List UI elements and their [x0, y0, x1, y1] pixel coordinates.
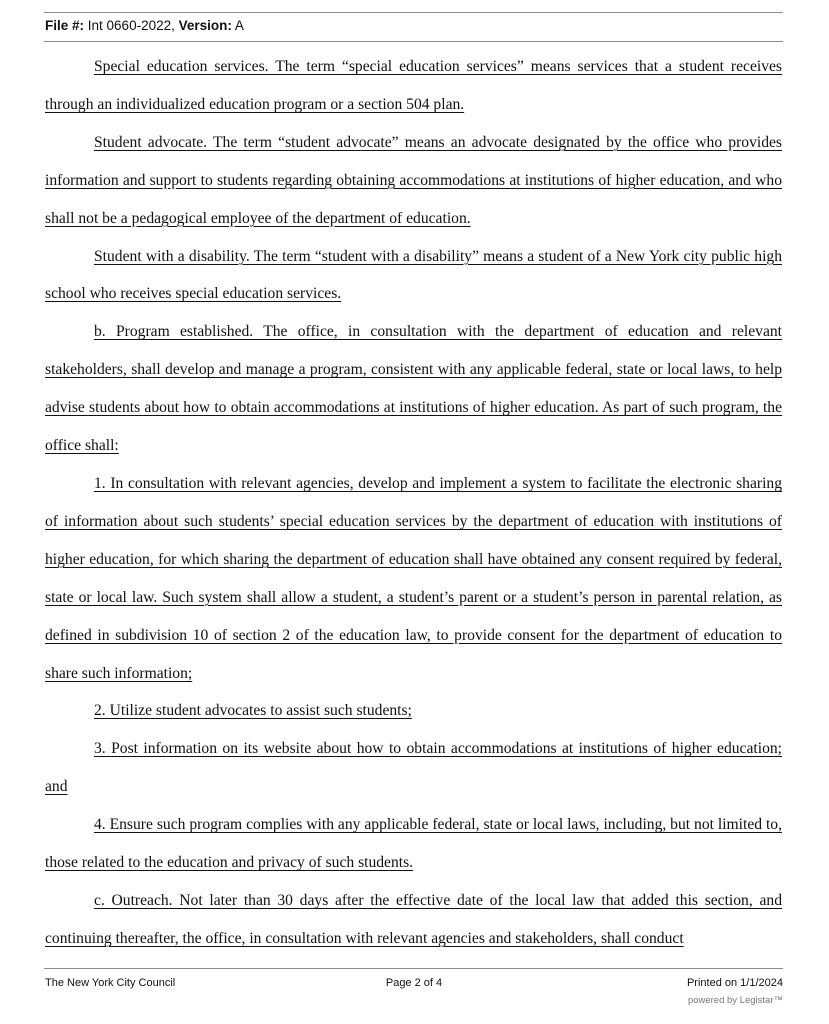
- footer-printed-date: Printed on 1/1/2024: [686, 977, 783, 989]
- paragraph-item-4: 4. Ensure such program complies with any applicable federal, state or local laws, including, but not limited to, those related to the education and privacy of such students.: [45, 816, 782, 872]
- paragraph-program-established: b. Program established. The office, in consultation with the department of education and relevant stakeholders, shall develop and manage a program, consistent with any applicable federal, state or local laws, to help advise students about how to obtain accommodations at institutions of higher education. As part of such program, the office shall:: [45, 323, 782, 455]
- paragraph-item-1: 1. In consultation with relevant agencies, develop and implement a system to facilitate the electronic sharing of information about such students’ special education services by the department of education with institutions of higher education, for which sharing the department of education shall have obtained any consent required by federal, state or local law. Such system shall allow a student, a student’s parent or a student’s person in parental relation, as defined in subdivision 10 of section 2 of the education law, to provide consent for the department of education to share such information;: [45, 474, 782, 682]
- document-header: [45, 18, 783, 33]
- powered-by-legistar: powered by Legistar™: [687, 995, 783, 1006]
- document-body: [45, 48, 782, 958]
- paragraph-item-2: 2. Utilize student advocates to assist such students;: [94, 702, 412, 720]
- paragraph-special-education-services: Special education services. The term “special education services” means services that a student receives through an individualized education program or a section 504 plan.: [45, 58, 782, 113]
- header-top-rule: [44, 12, 783, 13]
- footer-council-name: The New York City Council: [45, 977, 176, 989]
- footer-rule: [44, 968, 783, 969]
- paragraph-student-advocate: Student advocate. The term “student advocate” means an advocate designated by the office who provides information and support to students regarding obtaining accommodations at institutions of higher education, and who shall not be a pedagogical employee of the department of education.: [45, 133, 782, 227]
- file-number-label: File #:: [45, 18, 85, 33]
- footer-page-number: Page 2 of 4: [385, 977, 443, 989]
- version-label: Version:: [178, 18, 232, 33]
- file-number-value: Int 0660-2022,: [87, 18, 175, 33]
- paragraph-item-3: 3. Post information on its website about how to obtain accommodations at institutions of higher education; and: [45, 740, 782, 796]
- paragraph-outreach: c. Outreach. Not later than 30 days after the effective date of the local law that added this section, and continuing thereafter, the office, in consultation with relevant agencies and stakeholders, shall conduct: [45, 891, 782, 947]
- header-bottom-rule: [44, 41, 783, 42]
- document-footer: [45, 977, 783, 993]
- version-value: A: [234, 18, 244, 33]
- paragraph-student-with-disability: Student with a disability. The term “student with a disability” means a student of a New York city public high school who receives special education services.: [45, 247, 782, 303]
